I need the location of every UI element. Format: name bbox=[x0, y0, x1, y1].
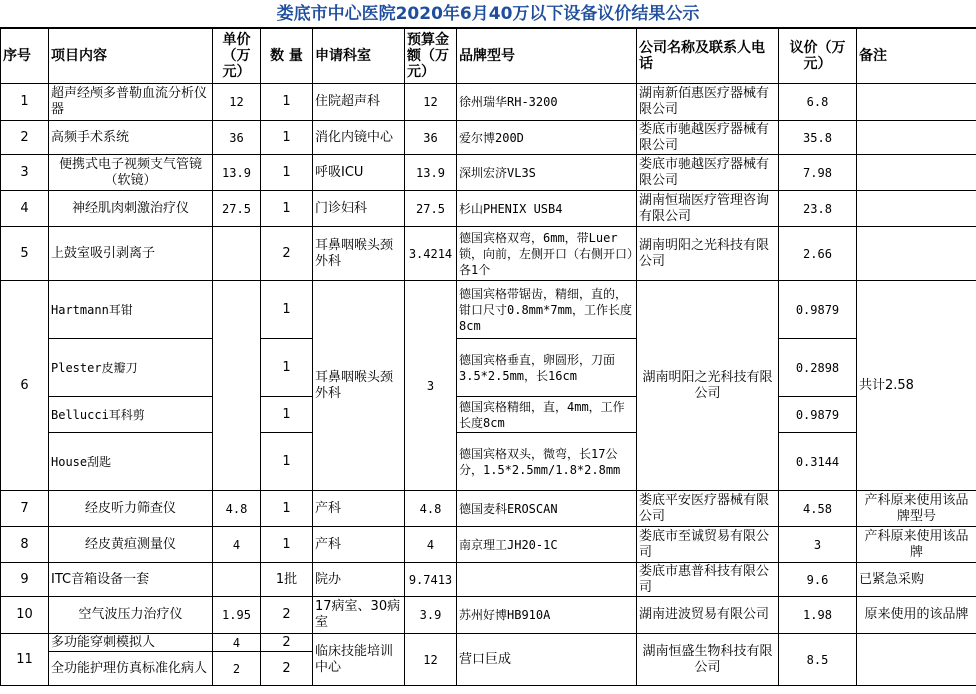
cell-unit: 4 bbox=[213, 527, 261, 563]
cell-unit: 13.9 bbox=[213, 155, 261, 191]
header-item: 项目内容 bbox=[49, 29, 213, 84]
header-unit-price: 单价（万元） bbox=[213, 29, 261, 84]
cell-price: 2.66 bbox=[779, 227, 857, 281]
cell-company: 湖南明阳之光科技有限公司 bbox=[637, 281, 779, 491]
cell-price: 9.6 bbox=[779, 563, 857, 597]
cell-brand: 德国宾格精细，直，4mm，工作长度8cm bbox=[457, 397, 637, 433]
cell-budget: 27.5 bbox=[405, 191, 457, 227]
cell-price: 8.5 bbox=[779, 634, 857, 686]
page-title: 娄底市中心医院2020年6月40万以下设备议价结果公示 bbox=[0, 0, 976, 28]
cell-item: ITC音箱设备一套 bbox=[49, 563, 213, 597]
cell-price: 1.98 bbox=[779, 597, 857, 634]
header-seq: 序号 bbox=[1, 29, 49, 84]
cell-brand bbox=[457, 563, 637, 597]
cell-item: 超声经颅多普勒血流分析仪器 bbox=[49, 84, 213, 121]
cell-item: 全功能护理仿真标准化病人 bbox=[49, 652, 213, 686]
price-table bbox=[0, 28, 976, 686]
cell-brand: 爱尔博200D bbox=[457, 121, 637, 155]
cell-seq: 7 bbox=[1, 491, 49, 527]
table-row bbox=[1, 491, 976, 527]
cell-company: 湖南恒盛生物科技有限公司 bbox=[637, 634, 779, 686]
header-dept: 申请科室 bbox=[313, 29, 405, 84]
cell-budget: 4.8 bbox=[405, 491, 457, 527]
cell-dept: 产科 bbox=[313, 527, 405, 563]
cell-note bbox=[857, 155, 976, 191]
cell-brand: 德国麦科EROSCAN bbox=[457, 491, 637, 527]
cell-brand: 徐州瑞华RH-3200 bbox=[457, 84, 637, 121]
cell-budget: 9.7413 bbox=[405, 563, 457, 597]
table-row bbox=[1, 84, 976, 121]
cell-dept: 院办 bbox=[313, 563, 405, 597]
header-row bbox=[1, 29, 976, 84]
table-row bbox=[1, 339, 976, 397]
cell-seq: 10 bbox=[1, 597, 49, 634]
cell-note bbox=[857, 191, 976, 227]
cell-seq: 5 bbox=[1, 227, 49, 281]
cell-brand: 杉山PHENIX USB4 bbox=[457, 191, 637, 227]
header-note: 备注 bbox=[857, 29, 976, 84]
cell-dept: 消化内镜中心 bbox=[313, 121, 405, 155]
cell-item: Bellucci耳科剪 bbox=[49, 397, 213, 433]
cell-qty: 1 bbox=[261, 121, 313, 155]
cell-seq: 1 bbox=[1, 84, 49, 121]
cell-seq: 4 bbox=[1, 191, 49, 227]
cell-item: 经皮黄疸测量仪 bbox=[49, 527, 213, 563]
cell-dept: 门诊妇科 bbox=[313, 191, 405, 227]
header-company: 公司名称及联系人电话 bbox=[637, 29, 779, 84]
cell-unit: 36 bbox=[213, 121, 261, 155]
cell-item: Hartmann耳钳 bbox=[49, 281, 213, 339]
cell-qty: 1 bbox=[261, 339, 313, 397]
cell-unit: 12 bbox=[213, 84, 261, 121]
header-brand: 品牌型号 bbox=[457, 29, 637, 84]
table-row bbox=[1, 281, 976, 339]
cell-item: 神经肌肉刺激治疗仪 bbox=[49, 191, 213, 227]
cell-qty: 1 bbox=[261, 191, 313, 227]
cell-company: 娄底市惠普科技有限公司 bbox=[637, 563, 779, 597]
cell-price: 3 bbox=[779, 527, 857, 563]
cell-brand: 德国宾格垂直，卵圆形，刀面3.5*2.5mm，长16cm bbox=[457, 339, 637, 397]
cell-dept: 临床技能培训中心 bbox=[313, 634, 405, 686]
cell-unit bbox=[213, 563, 261, 597]
cell-qty: 1批 bbox=[261, 563, 313, 597]
cell-dept: 住院超声科 bbox=[313, 84, 405, 121]
cell-item: 上鼓室吸引剥离子 bbox=[49, 227, 213, 281]
table-row bbox=[1, 527, 976, 563]
cell-item: Plester皮瓣刀 bbox=[49, 339, 213, 397]
cell-qty: 2 bbox=[261, 634, 313, 652]
cell-seq: 8 bbox=[1, 527, 49, 563]
cell-seq: 11 bbox=[1, 634, 49, 686]
cell-company: 娄底市驰越医疗器械有限公司 bbox=[637, 121, 779, 155]
cell-budget: 12 bbox=[405, 634, 457, 686]
cell-item: House刮匙 bbox=[49, 433, 213, 491]
cell-note bbox=[857, 227, 976, 281]
cell-price: 0.9879 bbox=[779, 397, 857, 433]
cell-price: 4.58 bbox=[779, 491, 857, 527]
cell-unit: 4.8 bbox=[213, 491, 261, 527]
table-row bbox=[1, 121, 976, 155]
cell-unit: 2 bbox=[213, 652, 261, 686]
table-row bbox=[1, 634, 976, 652]
cell-company: 娄底市驰越医疗器械有限公司 bbox=[637, 155, 779, 191]
cell-item: 便携式电子视频支气管镜（软镜） bbox=[49, 155, 213, 191]
header-budget: 预算金额（万元） bbox=[405, 29, 457, 84]
table-row bbox=[1, 155, 976, 191]
cell-qty: 1 bbox=[261, 433, 313, 491]
cell-unit bbox=[213, 227, 261, 281]
cell-item: 多功能穿刺模拟人 bbox=[49, 634, 213, 652]
cell-seq: 6 bbox=[1, 281, 49, 491]
cell-price: 0.2898 bbox=[779, 339, 857, 397]
cell-dept: 17病室、30病室 bbox=[313, 597, 405, 634]
cell-qty: 1 bbox=[261, 155, 313, 191]
cell-qty: 1 bbox=[261, 397, 313, 433]
table-row bbox=[1, 227, 976, 281]
cell-budget: 36 bbox=[405, 121, 457, 155]
cell-qty: 1 bbox=[261, 281, 313, 339]
header-price: 议价（万元） bbox=[779, 29, 857, 84]
cell-company: 湖南进波贸易有限公司 bbox=[637, 597, 779, 634]
cell-item: 经皮听力筛查仪 bbox=[49, 491, 213, 527]
table-row bbox=[1, 433, 976, 491]
cell-unit: 4 bbox=[213, 634, 261, 652]
cell-qty: 1 bbox=[261, 491, 313, 527]
cell-item: 高频手术系统 bbox=[49, 121, 213, 155]
cell-brand: 深圳宏济VL3S bbox=[457, 155, 637, 191]
table-row bbox=[1, 397, 976, 433]
cell-unit bbox=[213, 281, 261, 491]
cell-price: 35.8 bbox=[779, 121, 857, 155]
cell-note bbox=[857, 121, 976, 155]
cell-qty: 2 bbox=[261, 227, 313, 281]
cell-price: 23.8 bbox=[779, 191, 857, 227]
cell-dept: 耳鼻咽喉头颈外科 bbox=[313, 227, 405, 281]
cell-qty: 1 bbox=[261, 527, 313, 563]
cell-qty: 2 bbox=[261, 652, 313, 686]
cell-budget: 3 bbox=[405, 281, 457, 491]
cell-company: 湖南明阳之光科技有限公司 bbox=[637, 227, 779, 281]
cell-brand: 德国宾格双弯，6mm，带Luer锁，向前，左侧开口（右侧开口）各1个 bbox=[457, 227, 637, 281]
cell-company: 娄底平安医疗器械有限公司 bbox=[637, 491, 779, 527]
cell-brand: 南京理工JH20-1C bbox=[457, 527, 637, 563]
cell-brand: 德国宾格带锯齿，精细，直的，钳口尺寸0.8mm*7mm，工作长度8cm bbox=[457, 281, 637, 339]
cell-item: 空气波压力治疗仪 bbox=[49, 597, 213, 634]
cell-dept: 呼吸ICU bbox=[313, 155, 405, 191]
cell-note: 共计2.58 bbox=[857, 281, 976, 491]
cell-seq: 9 bbox=[1, 563, 49, 597]
table-row bbox=[1, 563, 976, 597]
cell-company: 湖南新佰惠医疗器械有限公司 bbox=[637, 84, 779, 121]
cell-budget: 12 bbox=[405, 84, 457, 121]
cell-qty: 1 bbox=[261, 84, 313, 121]
cell-budget: 4 bbox=[405, 527, 457, 563]
cell-budget: 3.9 bbox=[405, 597, 457, 634]
cell-note: 原来使用的该品牌 bbox=[857, 597, 976, 634]
cell-dept: 产科 bbox=[313, 491, 405, 527]
cell-note bbox=[857, 634, 976, 686]
cell-budget: 3.4214 bbox=[405, 227, 457, 281]
cell-brand: 营口巨成 bbox=[457, 634, 637, 686]
cell-budget: 13.9 bbox=[405, 155, 457, 191]
header-qty: 数 量 bbox=[261, 29, 313, 84]
cell-note: 产科原来使用该品牌 bbox=[857, 527, 976, 563]
cell-price: 6.8 bbox=[779, 84, 857, 121]
cell-price: 7.98 bbox=[779, 155, 857, 191]
cell-price: 0.3144 bbox=[779, 433, 857, 491]
table-row bbox=[1, 597, 976, 634]
cell-brand: 苏州好博HB910A bbox=[457, 597, 637, 634]
cell-note bbox=[857, 84, 976, 121]
cell-seq: 2 bbox=[1, 121, 49, 155]
cell-unit: 27.5 bbox=[213, 191, 261, 227]
cell-note: 产科原来使用该品牌型号 bbox=[857, 491, 976, 527]
cell-company: 湖南恒瑞医疗管理咨询有限公司 bbox=[637, 191, 779, 227]
cell-company: 娄底市至诚贸易有限公司 bbox=[637, 527, 779, 563]
cell-note: 已紧急采购 bbox=[857, 563, 976, 597]
cell-unit: 1.95 bbox=[213, 597, 261, 634]
cell-price: 0.9879 bbox=[779, 281, 857, 339]
cell-brand: 德国宾格双头，微弯，长17公分，1.5*2.5mm/1.8*2.8mm bbox=[457, 433, 637, 491]
cell-qty: 2 bbox=[261, 597, 313, 634]
cell-dept: 耳鼻咽喉头颈外科 bbox=[313, 281, 405, 491]
table-row bbox=[1, 191, 976, 227]
cell-seq: 3 bbox=[1, 155, 49, 191]
